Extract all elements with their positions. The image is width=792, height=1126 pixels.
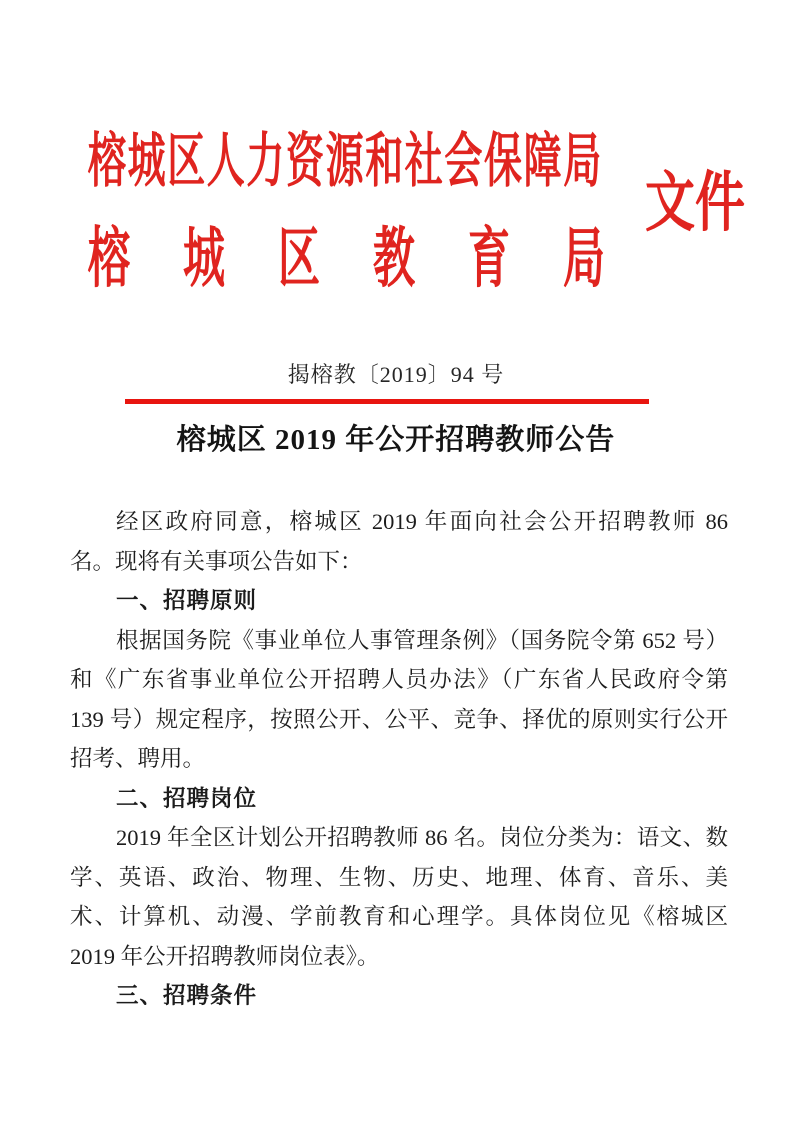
- body-line: 术、计算机、动漫、学前教育和心理学。具体岗位见《榕城区: [70, 904, 728, 929]
- agency-name-line2: 榕城区教育局: [88, 224, 659, 297]
- body-line: 经区政府同意，榕城区 2019 年面向社会公开招聘教师 86: [116, 509, 728, 534]
- body-line: 名。现将有关事项公告如下：: [70, 548, 363, 574]
- body-line: 学、英语、政治、物理、生物、历史、地理、体育、音乐、美: [70, 864, 728, 890]
- body-line: 139 号）规定程序，按照公开、公平、竞争、择优的原则实行公开: [70, 706, 728, 732]
- agency-name-line1: 榕城区人力资源和社会保障局: [88, 129, 603, 195]
- body-line: 2019 年全区计划公开招聘教师 86 名。岗位分类为：语文、数: [116, 825, 728, 850]
- document-body: [70, 502, 728, 1016]
- document-reference-number: 揭榕教〔2019〕94 号: [287, 362, 505, 387]
- document-title: 榕城区 2019 年公开招聘教师公告: [176, 424, 616, 456]
- section-heading-2: 二、招聘岗位: [116, 785, 258, 811]
- body-line: 2019 年公开招聘教师岗位表》。: [70, 943, 380, 969]
- body-line: 和《广东省事业单位公开招聘人员办法》（广东省人民政府令第: [70, 667, 728, 692]
- section-heading-1: 一、招聘原则: [116, 588, 258, 613]
- body-line: 招考、聘用。: [70, 746, 206, 771]
- body-line: 根据国务院《事业单位人事管理条例》（国务院令第 652 号）: [116, 627, 728, 653]
- red-separator-rule: [125, 399, 649, 404]
- doc-type-label: 文件: [645, 166, 745, 239]
- section-heading-3: 三、招聘条件: [116, 983, 258, 1008]
